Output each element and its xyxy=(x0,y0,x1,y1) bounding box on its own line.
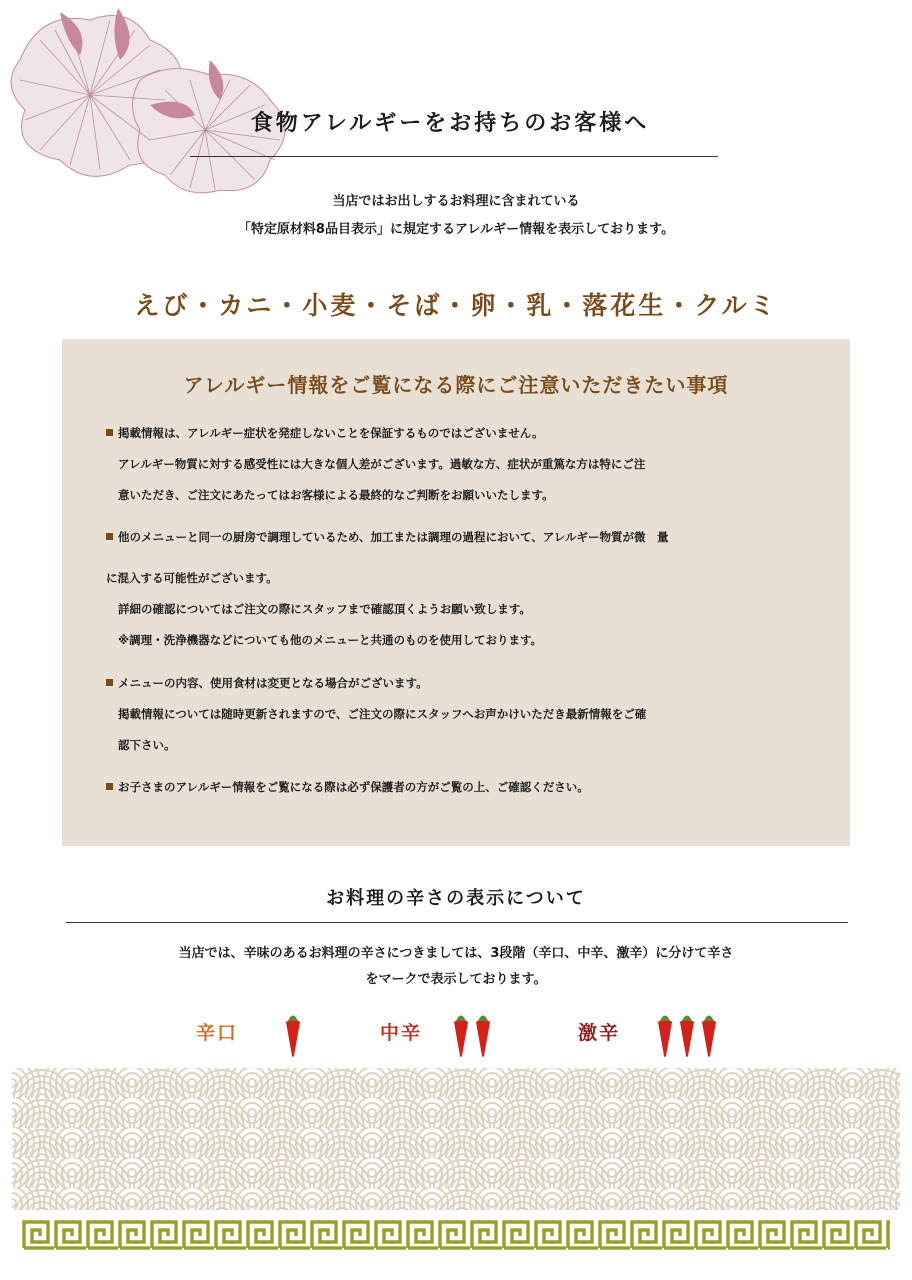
spice-description-1: 当店では、辛味のあるお料理の辛さにつきましては、3段階（辛口、中辛、激辛）に分けて辛さ xyxy=(178,946,734,961)
wave-pattern-decoration xyxy=(12,1068,900,1210)
notice-text: メニューの内容、使用食材は変更となる場合がございます。 xyxy=(118,676,428,690)
notice-item xyxy=(106,425,543,441)
chili-pepper-icon xyxy=(676,1008,698,1058)
notice-text: 他のメニューと同一の厨房で調理しているため、加工または調理の過程において、アレルギー物質が微 量 xyxy=(118,530,669,544)
spice-level-label: 激辛 xyxy=(578,1022,621,1044)
spice-level-medium xyxy=(380,1008,510,1060)
notice-text: ※調理・洗浄機器などについても他のメニューと共通のものを使用しております。 xyxy=(118,633,543,647)
spice-description-2: をマークで表示しております。 xyxy=(365,972,547,987)
bullet-icon xyxy=(106,783,113,790)
spice-level-label: 辛口 xyxy=(196,1022,239,1044)
notice-text: 認下さい。 xyxy=(118,738,176,752)
chili-pepper-icon xyxy=(698,1008,720,1058)
notice-text: お子さまのアレルギー情報をご覧になる際は必ず保護者の方がご覧の上、ご確認ください。 xyxy=(118,780,589,794)
notice-item xyxy=(106,529,669,545)
notice-item xyxy=(106,779,589,795)
allergens-list: えび・カニ・小麦・そば・卵・乳・落花生・クルミ xyxy=(134,291,778,320)
notice-text: 掲載情報については随時更新されますので、ご注文の際にスタッフへお声かけいただき最新情報をご確 xyxy=(118,707,647,721)
notice-text: 掲載情報は、アレルギー症状を発症しないことを保証するものではございません。 xyxy=(118,426,544,440)
notice-box xyxy=(62,339,850,846)
flower-decoration xyxy=(0,0,320,200)
chili-pepper-icon xyxy=(450,1008,472,1058)
spice-title: お料理の辛さの表示について xyxy=(326,888,586,909)
spice-divider xyxy=(66,922,848,923)
bullet-icon xyxy=(106,533,113,540)
chili-pepper-icon xyxy=(472,1008,494,1058)
bullet-icon xyxy=(106,679,113,686)
bullet-icon xyxy=(106,429,113,436)
intro-line-2: 「特定原材料8品目表示」に規定するアレルギー情報を表示しております。 xyxy=(237,222,675,237)
title-divider xyxy=(190,156,718,157)
notice-text: に混入する可能性がございます。 xyxy=(106,571,278,585)
notice-title: アレルギー情報をご覧になる際にご注意いただきたい事項 xyxy=(183,373,729,397)
chili-pepper-icon xyxy=(654,1008,676,1058)
spice-level-mild xyxy=(196,1008,326,1060)
chili-pepper-icon xyxy=(282,1008,304,1058)
greek-key-border xyxy=(22,1218,890,1250)
intro-line-1: 当店ではお出しするお料理に含まれている xyxy=(332,194,580,209)
spice-level-label: 中辛 xyxy=(380,1022,423,1044)
notice-text: 詳細の確認についてはご注文の際にスタッフまで確認頂くようお願い致します。 xyxy=(118,602,531,616)
notice-text: 意いただき、ご注文にあたってはお客様による最終的なご判断をお願いいたします。 xyxy=(118,488,554,502)
notice-item xyxy=(106,675,428,691)
notice-text: アレルギー物質に対する感受性には大きな個人差がございます。過敏な方、症状が重篤な方は特にご注 xyxy=(118,457,646,471)
spice-level-hot xyxy=(578,1008,738,1060)
page-title: 食物アレルギーをお持ちのお客様へ xyxy=(250,111,650,136)
